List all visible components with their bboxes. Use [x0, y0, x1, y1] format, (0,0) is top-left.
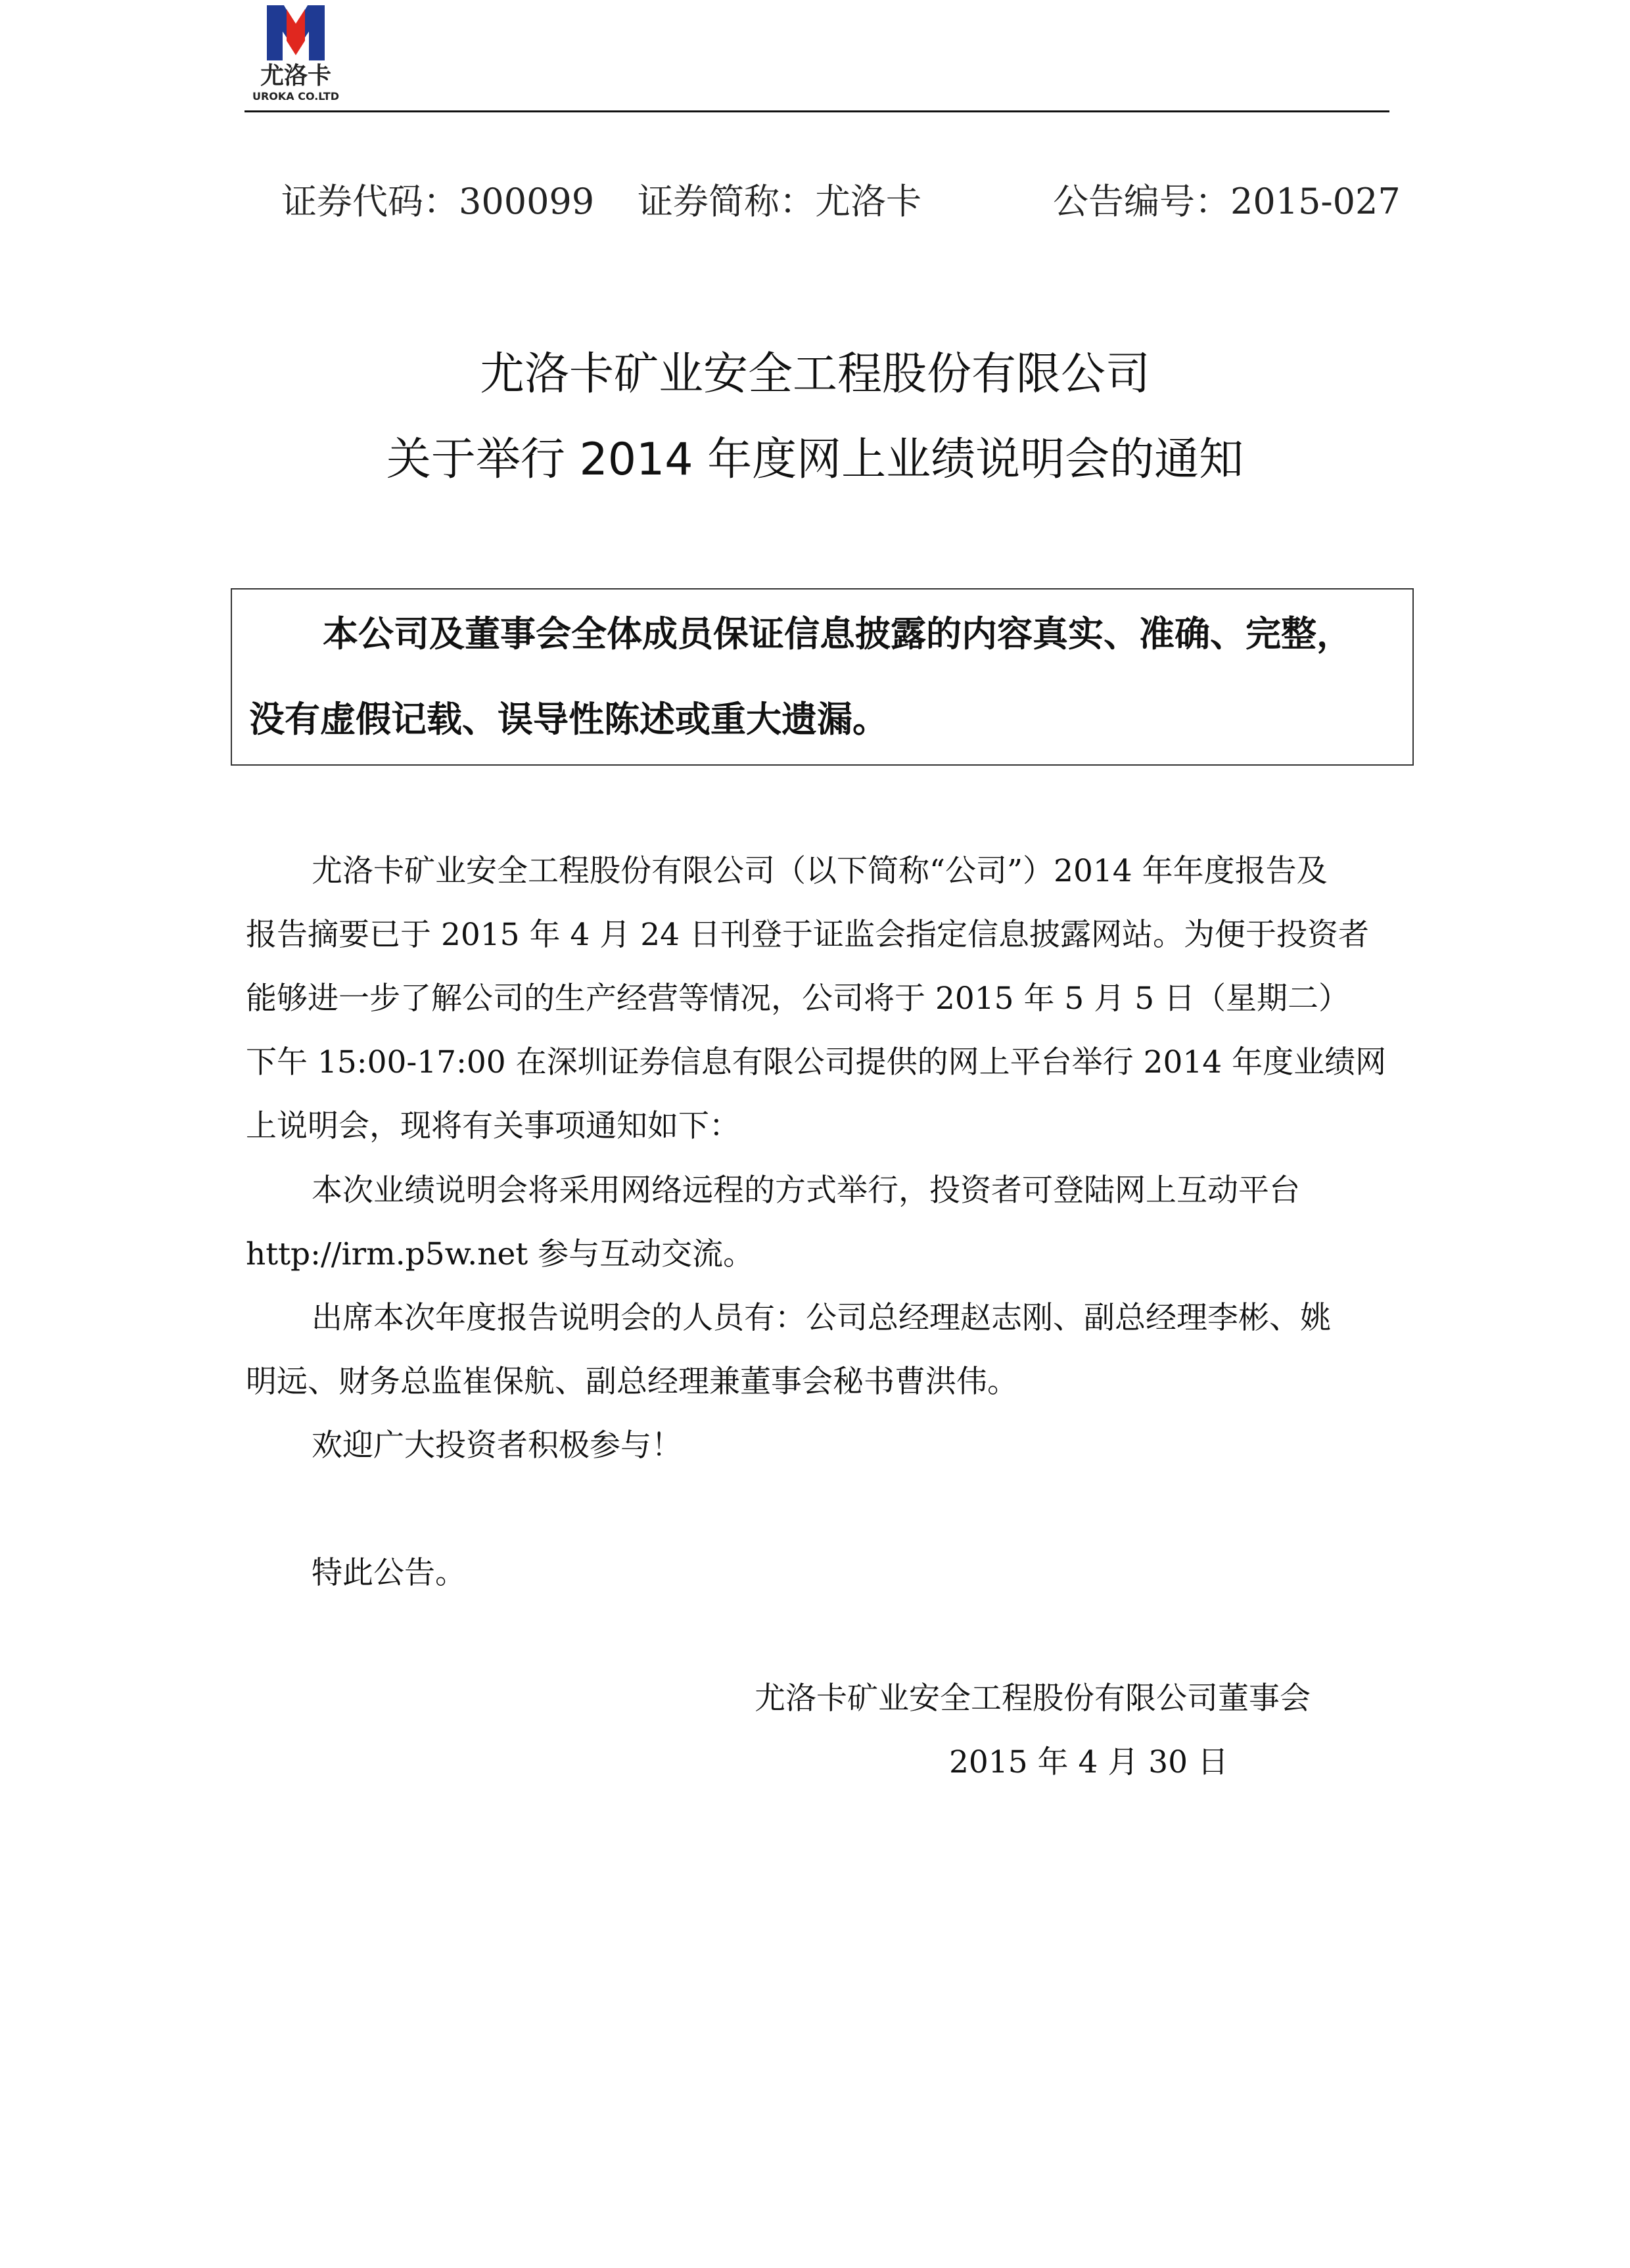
stock-short-name: 证券简称：尤洛卡 — [638, 181, 921, 222]
logo-text-en: UROKA CO.LTD — [252, 90, 340, 103]
body-line: 本次业绩说明会将采用网络远程的方式举行，投资者可登陆网上互动平台 — [312, 1172, 1300, 1209]
body-line: 尤洛卡矿业安全工程股份有限公司（以下简称“公司”）2014 年年度报告及 — [312, 853, 1328, 889]
portal-url-line: http://irm.p5w.net 参与互动交流。 — [246, 1236, 755, 1272]
disclosure-line1: 本公司及董事会全体成员保证信息披露的内容真实、准确、完整， — [323, 613, 1352, 655]
signature-company: 尤洛卡矿业安全工程股份有限公司董事会 — [755, 1680, 1311, 1717]
document-title-line2: 关于举行 2014 年度网上业绩说明会的通知 — [386, 434, 1244, 486]
body-line: 能够进一步了解公司的生产经营等情况，公司将于 2015 年 5 月 5 日（星期二） — [246, 981, 1350, 1017]
body-line: 上说明会，现将有关事项通知如下： — [246, 1108, 740, 1144]
body-line: 下午 15:00-17:00 在深圳证券信息有限公司提供的网上平台举行 2014 年度业绩网 — [246, 1044, 1387, 1080]
announcement-number: 公告编号：2015-027 — [1053, 181, 1401, 222]
company-logo — [244, 3, 347, 105]
body-line: 明远、财务总监崔保航、副总经理兼董事会秘书曹洪伟。 — [246, 1364, 1018, 1400]
body-line: 欢迎广大投资者积极参与！ — [312, 1427, 682, 1464]
stock-code: 证券代码：300099 — [281, 181, 595, 222]
header-divider — [244, 110, 1389, 112]
document-title-line1: 尤洛卡矿业安全工程股份有限公司 — [479, 348, 1150, 400]
disclosure-line2: 没有虚假记载、误导性陈述或重大遗漏。 — [249, 699, 888, 740]
signature-date: 2015 年 4 月 30 日 — [949, 1744, 1229, 1780]
logo-mark-icon — [264, 3, 327, 63]
body-line: 出席本次年度报告说明会的人员有：公司总经理赵志刚、副总经理李彬、姚 — [312, 1300, 1331, 1336]
closing-remark: 特此公告。 — [312, 1555, 466, 1591]
body-line: 报告摘要已于 2015 年 4 月 24 日刊登于证监会指定信息披露网站。为便于投资者 — [246, 917, 1369, 953]
logo-text-cn: 尤洛卡 — [260, 62, 331, 89]
disclosure-statement-box — [231, 588, 1414, 766]
